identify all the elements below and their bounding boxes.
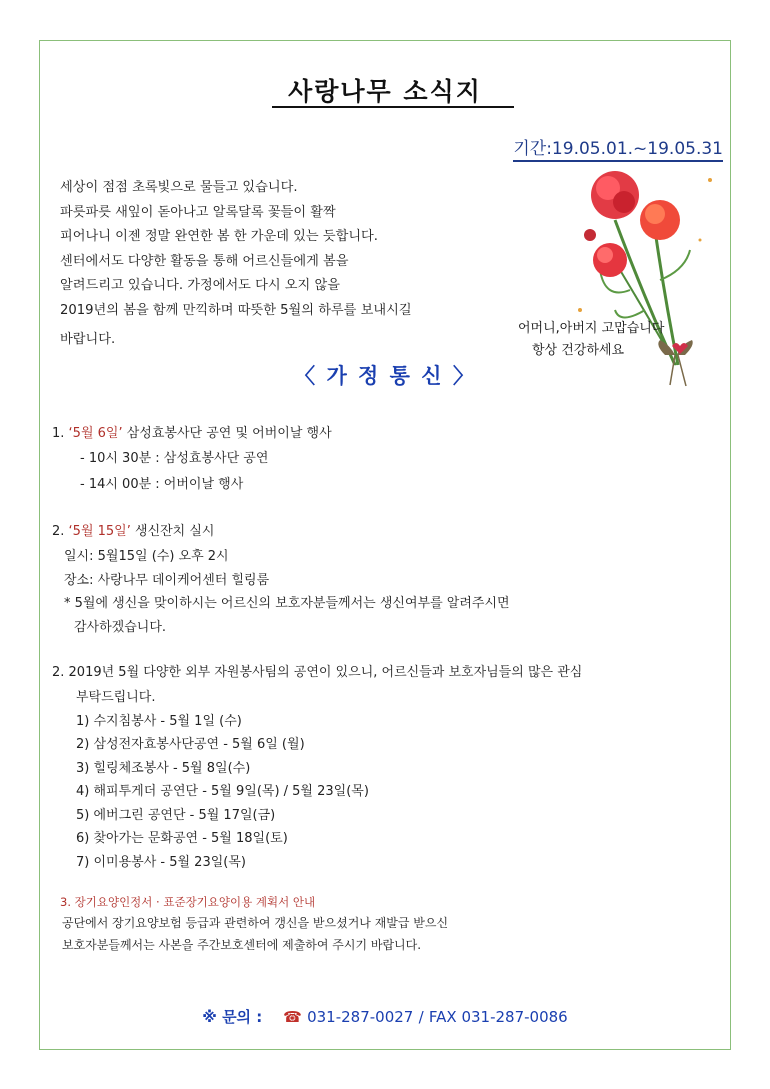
caption-line: 어머니,아버지 고맙습니다 <box>518 321 665 336</box>
intro-line: 알려드리고 있습니다. 가정에서도 다시 오지 않을 <box>60 278 340 294</box>
contact-separator: / <box>418 1008 424 1026</box>
section-3-title: 2. 2019년 5월 다양한 외부 자원봉사팀의 공연이 있으니, 어르신들과 보호자님들의 많은 관심 <box>52 665 583 680</box>
section-1-date: ‘5월 6일’ <box>68 426 123 441</box>
section-4-line: 공단에서 장기요양보험 등급과 관련하여 갱신을 받으셨거나 재발급 받으신 <box>62 916 449 930</box>
section-heading: 〈 가 정 통 신 〉 <box>294 364 476 388</box>
list-item: 4) 해피투게더 공연단 - 5월 9일(목) / 5월 23일(목) <box>76 784 369 799</box>
intro-line: 바랍니다. <box>60 331 116 347</box>
phone-number: 031-287-0027 <box>307 1008 414 1026</box>
list-item: 6) 찾아가는 문화공연 - 5월 18일(토) <box>76 831 288 846</box>
section-2-line: 장소: 사랑나무 데이케어센터 힐링룸 <box>64 573 270 588</box>
section-3-line: 부탁드립니다. <box>76 690 156 705</box>
list-item: 2) 삼성전자효봉사단공연 - 5월 6일 (월) <box>76 737 305 752</box>
intro-line: 피어나니 이젠 정말 완연한 봄 한 가운데 있는 듯합니다. <box>60 229 378 245</box>
phone-icon: ☎ <box>283 1008 302 1026</box>
section-1-title: 1. ‘5월 6일’ 삼성효봉사단 공연 및 어버이날 행사 <box>52 426 332 441</box>
intro-line: 파릇파릇 새잎이 돋아나고 알록달록 꽃들이 활짝 <box>60 204 336 220</box>
intro-line: 세상이 점점 초록빛으로 물들고 있습니다. <box>60 180 298 195</box>
contact-info <box>0 1006 770 1027</box>
list-item: 1) 수지침봉사 - 5월 1일 (수) <box>76 714 242 729</box>
section-2-line: * 5월에 생신을 맞이하시는 어르신의 보호자분들께서는 생신여부를 알려주시면 <box>64 596 510 611</box>
intro-line: 센터에서도 다양한 활동을 통해 어르신들에게 봄을 <box>60 253 349 269</box>
intro-line: 2019년의 봄을 함께 만끽하며 따뜻한 5월의 하루를 보내시길 <box>60 302 412 318</box>
section-1-item: - 10시 30분 : 삼성효봉사단 공연 <box>80 451 269 466</box>
section-2-title: 2. ‘5월 15일’ 생신잔치 실시 <box>52 524 215 539</box>
fax-number: FAX 031-287-0086 <box>428 1008 568 1026</box>
section-2-line: 감사하겠습니다. <box>74 620 167 635</box>
list-item: 5) 에버그린 공연단 - 5월 17일(금) <box>76 808 276 823</box>
period-label: 기간:19.05.01.~19.05.31 <box>513 134 723 162</box>
section-1-item: - 14시 00분 : 어버이날 행사 <box>80 477 244 492</box>
section-2-date: ‘5월 15일’ <box>68 524 131 539</box>
contact-label: ※ 문의 : <box>202 1008 263 1026</box>
newsletter-title: 사랑나무 소식지 <box>288 77 482 106</box>
carnation-illustration <box>518 150 730 390</box>
section-4-line: 보호자분들께서는 사본을 주간보호센터에 제출하여 주시기 바랍니다. <box>62 938 422 952</box>
section-4-title: 3. 장기요양인정서 · 표준장기요양이용 계획서 안내 <box>60 895 316 909</box>
list-item: 7) 이미용봉사 - 5월 23일(목) <box>76 855 246 870</box>
list-item: 3) 힐링체조봉사 - 5월 8일(수) <box>76 761 251 776</box>
caption-line: 항상 건강하세요 <box>532 343 625 358</box>
section-2-line: 일시: 5월15일 (수) 오후 2시 <box>64 549 229 564</box>
intro-paragraph <box>60 176 520 352</box>
title-underline <box>272 106 514 108</box>
